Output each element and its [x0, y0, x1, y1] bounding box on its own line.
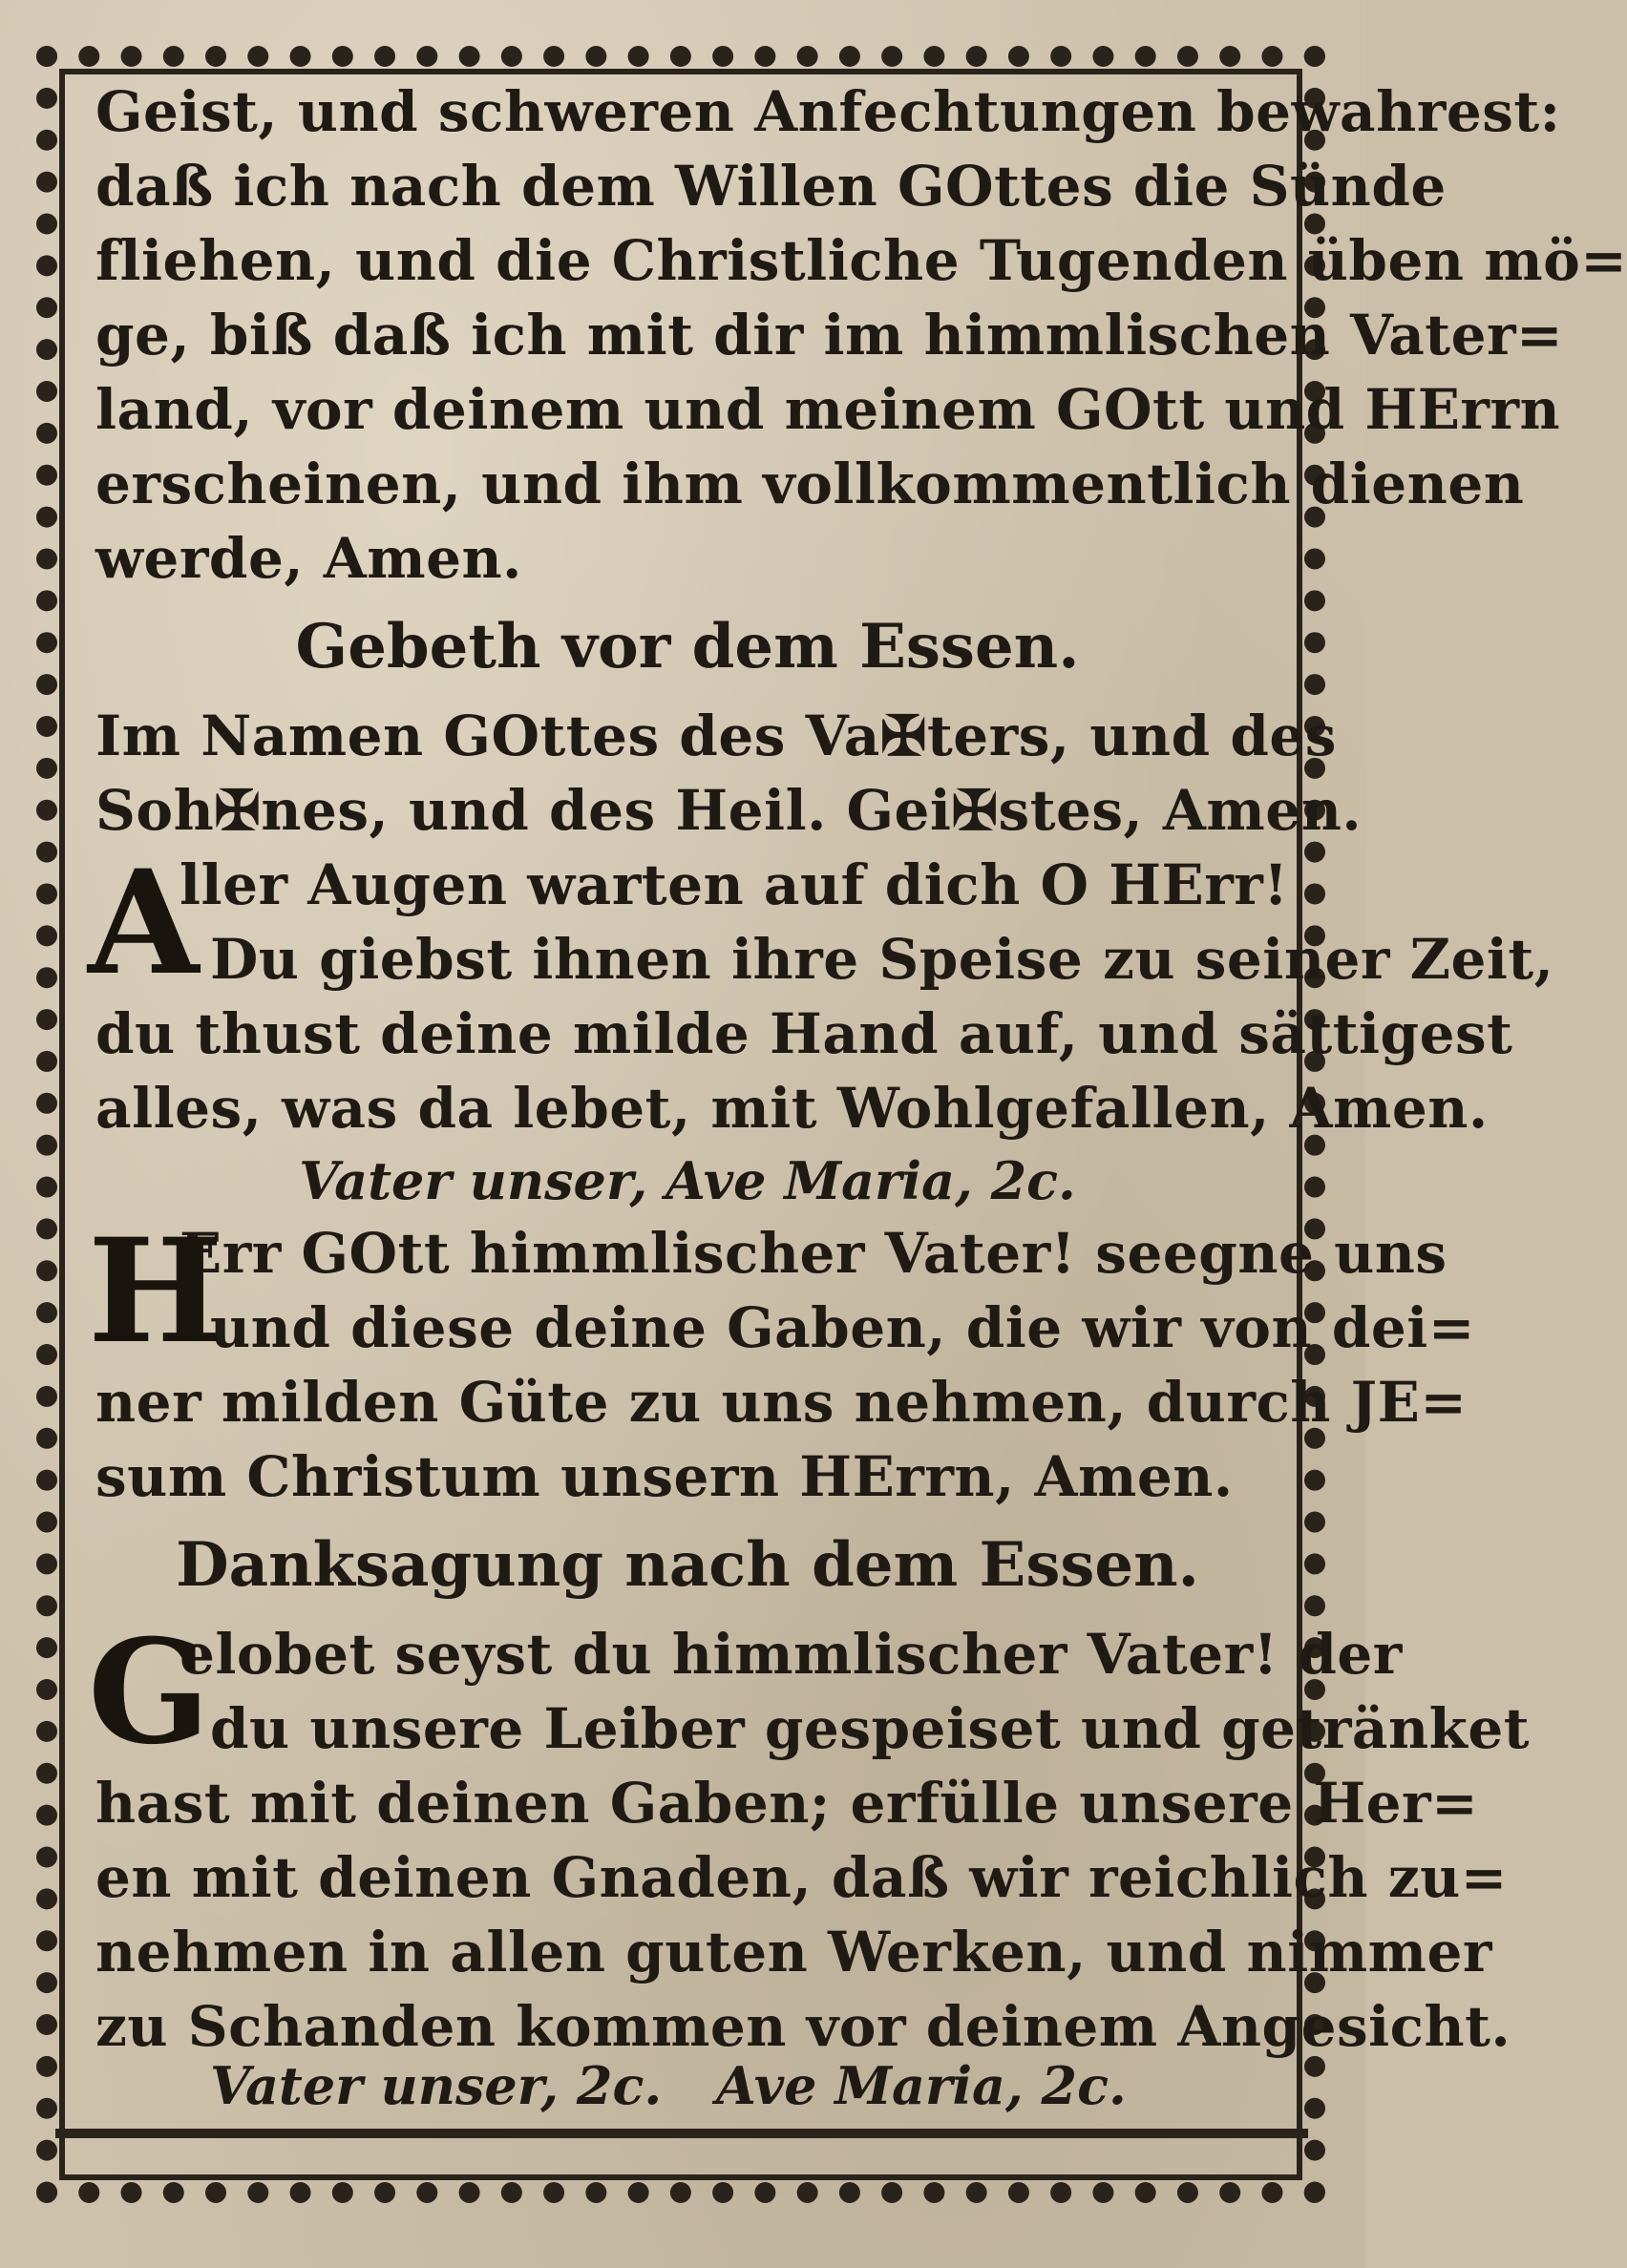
footer-vater-unser: Vater unser, 2c. [210, 2055, 663, 2116]
text-line: und diese deine Gaben, die wir von dei= [210, 1295, 1475, 1360]
heading-before-meal: Gebeth vor dem Essen. [295, 611, 1080, 682]
text-line: en mit deinen Gnaden, daß wir reichlich zu= [95, 1845, 1508, 1910]
bottom-rule [55, 2129, 1308, 2138]
invocation-line: Im Namen GOttes des Va✠ters, und des [95, 704, 1337, 768]
prayer-first-text: elobet seyst du himmlischer Vater! der [180, 1622, 1403, 1687]
drop-cap: H [88, 1208, 224, 1376]
text-block [88, 74, 1627, 2064]
text-line: daß ich nach dem Willen GOttes die Sünde [95, 154, 1447, 219]
text-line: nehmen in allen guten Werken, und nimmer [95, 1920, 1492, 1984]
text-line: ner milden Güte zu uns nehmen, durch JE= [95, 1370, 1468, 1435]
text-line: du thust deine milde Hand auf, und sättigest [95, 1001, 1513, 1066]
footer-ave-maria: Ave Maria, 2c. [716, 2055, 1127, 2116]
text-line: werde, Amen. [95, 526, 522, 591]
text-line: zu Schanden kommen vor deinem Angesicht. [95, 1994, 1511, 2059]
text-line: ge, biß daß ich mit dir im himmlischen Vater= [95, 303, 1564, 368]
text-line: sum Christum unsern HErrn, Amen. [95, 1444, 1234, 1509]
text-line: land, vor deinem und meinem GOtt und HErrn [95, 377, 1561, 442]
heading-after-meal: Danksagung nach dem Essen. [176, 1529, 1199, 1601]
text-line: Du giebst ihnen ihre Speise zu seiner Zeit, [210, 927, 1554, 992]
prayer-first-text: Err GOtt himmlischer Vater! seegne uns [180, 1221, 1447, 1286]
drop-cap: G [88, 1608, 211, 1776]
text-line: du unsere Leiber gespeiset und getränket [210, 1696, 1531, 1761]
text-line: alles, was da lebet, mit Wohlgefallen, Amen. [95, 1076, 1489, 1141]
text-line: erscheinen, und ihm vollkommentlich dienen [95, 452, 1525, 516]
text-line: hast mit deinen Gaben; erfülle unsere Her= [95, 1771, 1479, 1836]
drop-cap: A [88, 839, 200, 1007]
text-line: Geist, und schweren Anfechtungen bewahrest: [95, 79, 1561, 144]
text-line: fliehen, und die Christliche Tugenden üben mö= [95, 228, 1627, 293]
invocation-line: Soh✠nes, und des Heil. Gei✠stes, Amen. [95, 778, 1363, 843]
prayer-first-text: ller Augen warten auf dich O HErr! [180, 852, 1289, 917]
vater-unser-line: Vater unser, Ave Maria, 2c. [299, 1150, 1076, 1211]
